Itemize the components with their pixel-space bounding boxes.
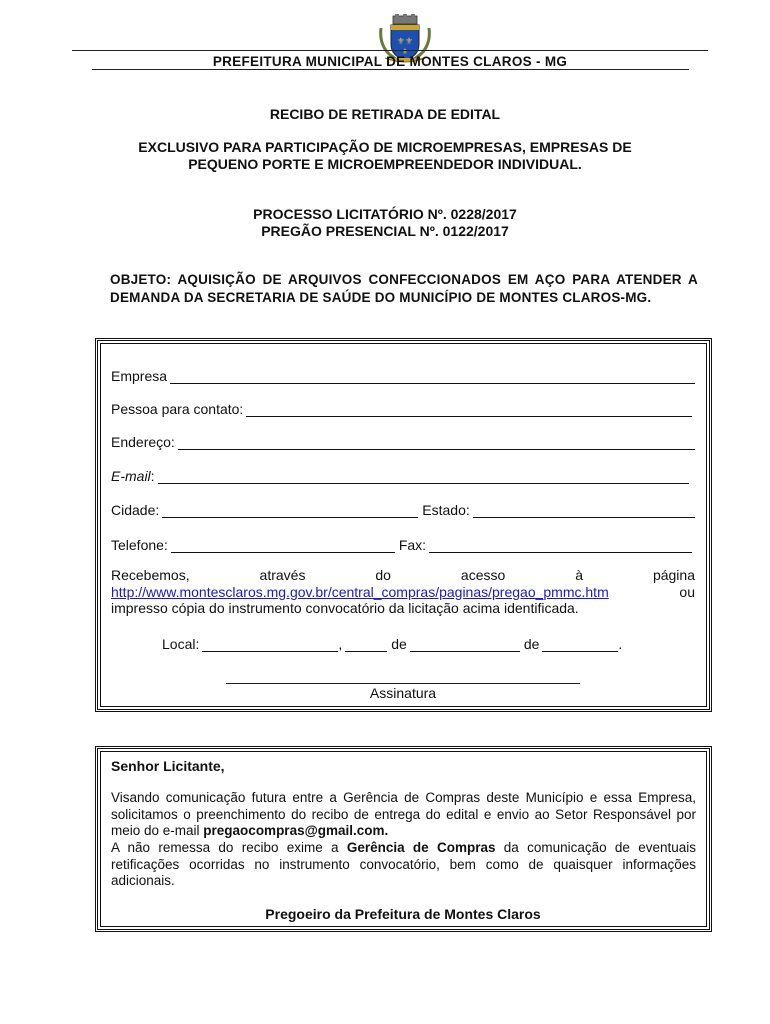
process-number: PROCESSO LICITATÓRIO Nº. 0228/2017: [253, 206, 517, 222]
contact-field[interactable]: [111, 399, 695, 417]
org-name: PREFEITURA MUNICIPAL DE MONTES CLAROS - MG: [212, 54, 568, 69]
notice-p2-end: da comunicação de eventuais retificações ocorridas no instrumento convocatório, bem como de quaisquer informações adicionais.: [111, 840, 696, 888]
phone-fax-field[interactable]: [111, 535, 695, 553]
receipt-title: RECIBO DE RETIRADA DE EDITAL: [269, 106, 501, 122]
email-field[interactable]: [111, 466, 695, 484]
contact-input-line[interactable]: [246, 403, 692, 417]
receipt-form-box: [95, 338, 712, 712]
year-input-line[interactable]: [542, 638, 618, 652]
fax-label: Fax:: [398, 537, 427, 553]
local-input-line[interactable]: [202, 638, 338, 652]
header-rule-top: [72, 50, 708, 51]
notice-p1-text: Visando comunicação futura entre a Gerência de Compras deste Município e essa Empresa, solicitamos o preenchimento do recibo de entrega do edital e envio ao Setor Responsável por meio do e-mail: [111, 790, 696, 838]
contact-email: pregaocompras@gmail.com.: [203, 823, 389, 838]
svg-text:⚜: ⚜: [401, 47, 409, 56]
month-input-line[interactable]: [410, 638, 520, 652]
company-field[interactable]: [111, 366, 695, 384]
notice-paragraph-2: [111, 840, 696, 890]
state-input-line[interactable]: [473, 504, 695, 518]
address-input-line[interactable]: [178, 436, 695, 450]
exclusive-line-2: PEQUENO PORTE E MICROEMPREENDEDOR INDIVIDUAL.: [188, 156, 582, 172]
email-label: E-mail:: [111, 468, 155, 484]
word: através: [259, 567, 306, 583]
notice-p2-start: A não remessa do recibo exime a: [111, 840, 347, 855]
email-input-line[interactable]: [158, 470, 689, 484]
word: Recebemos,: [111, 567, 190, 583]
city-state-field[interactable]: [111, 500, 695, 518]
de-label-2: de: [523, 636, 540, 652]
local-label: Local:: [162, 636, 200, 652]
header-rule-bottom: [92, 69, 689, 70]
word: acesso: [460, 567, 506, 583]
city-input-line[interactable]: [162, 504, 418, 518]
word: à: [575, 567, 583, 583]
comma: ,: [338, 636, 343, 652]
phone-input-line[interactable]: [171, 539, 395, 553]
auctioneer-signature: Pregoeiro da Prefeitura de Montes Claros: [265, 906, 541, 922]
local-date-field[interactable]: [162, 634, 652, 652]
notice-heading: Senhor Licitante,: [111, 758, 225, 774]
receipt-statement-line-2: [111, 584, 695, 601]
word: página: [652, 567, 695, 583]
receipt-statement-line-3: impresso cópia do instrumento convocatório da licitação acima identificada.: [111, 600, 579, 616]
exclusive-line-1: EXCLUSIVO PARA PARTICIPAÇÃO DE MICROEMPRESAS, EMPRESAS DE: [138, 139, 632, 155]
address-label: Endereço:: [111, 434, 175, 450]
phone-label: Telefone:: [111, 537, 168, 553]
bidding-page-link[interactable]: http://www.montesclaros.mg.gov.br/central_compras/paginas/pregao_pmmc.htm: [111, 583, 609, 600]
word: do: [375, 567, 391, 583]
company-label: Empresa: [111, 368, 168, 384]
day-input-line[interactable]: [345, 638, 387, 652]
link-tail: ou: [679, 583, 695, 600]
address-field[interactable]: [111, 432, 695, 450]
object-description: OBJETO: AQUISIÇÃO DE ARQUIVOS CONFECCIONADOS EM AÇO PARA ATENDER A DEMANDA DA SECRETARIA DE SAÚDE DO MUNICÍPIO DE MONTES CLAROS-MG.: [110, 272, 698, 305]
notice-paragraph-1: [111, 790, 696, 840]
contact-label: Pessoa para contato:: [111, 401, 244, 417]
period: .: [618, 636, 623, 652]
state-label: Estado:: [422, 502, 470, 518]
signature-label: Assinatura: [369, 685, 437, 701]
receipt-statement-line-1: [111, 567, 695, 584]
purchasing-dept: Gerência de Compras: [346, 840, 496, 855]
city-label: Cidade:: [111, 502, 160, 518]
fax-input-line[interactable]: [429, 539, 692, 553]
svg-text:⚜⚜: ⚜⚜: [396, 37, 414, 47]
auction-number: PREGÃO PRESENCIAL Nº. 0122/2017: [261, 223, 509, 239]
company-input-line[interactable]: [170, 370, 695, 384]
receipt-statement: [111, 567, 695, 617]
de-label-1: de: [391, 636, 407, 652]
signature-line[interactable]: [226, 683, 580, 684]
